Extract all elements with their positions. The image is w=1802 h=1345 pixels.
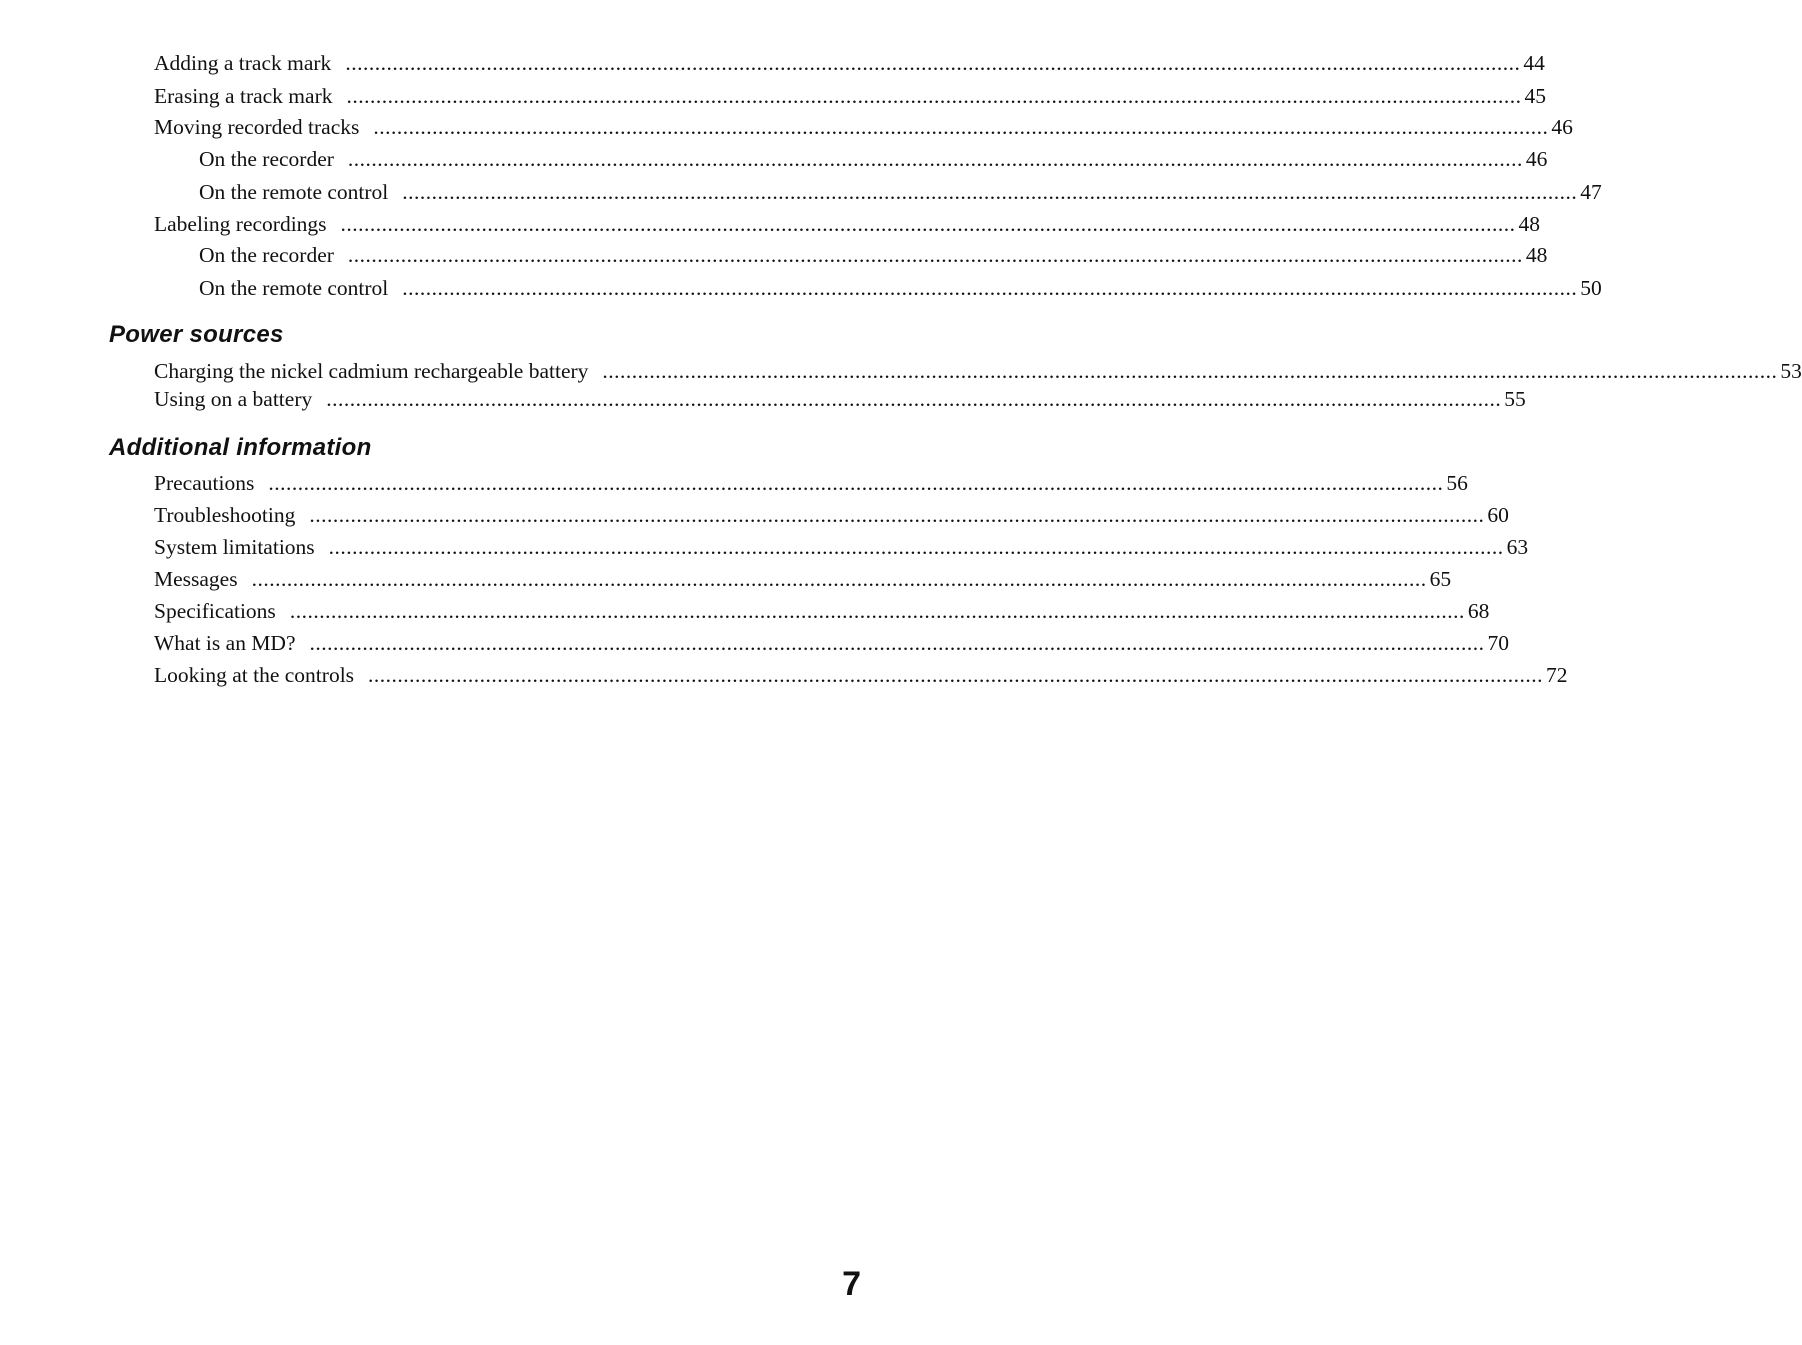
toc-entry-label: On the recorder [199, 147, 334, 171]
toc-entry-page: 72 [1546, 663, 1568, 687]
toc-entry-page: 48 [1525, 243, 1548, 267]
toc-entry-label: On the remote control [199, 180, 389, 204]
toc-entry-page: 47 [1580, 180, 1602, 204]
toc-dot-leader: ........................................................................................................................................................................................................ [251, 567, 1427, 591]
toc-dot-leader: ........................................................................................................................................................................................................ [345, 51, 1521, 75]
toc-entry-label: Precautions [154, 471, 255, 495]
toc-entry-page: 56 [1446, 471, 1468, 495]
page-number: 7 [842, 1265, 861, 1303]
toc-entry-precautions [154, 470, 1468, 496]
toc-dot-leader: ........................................................................................................................................................................................................ [328, 535, 1504, 559]
toc-entry-what-is-an-md [154, 630, 1510, 656]
toc-entry-label: Labeling recordings [154, 212, 327, 236]
toc-dot-leader: ........................................................................................................................................................................................................ [347, 147, 1523, 171]
toc-entry-page: 55 [1504, 387, 1526, 411]
toc-entry-page: 65 [1429, 567, 1452, 591]
toc-entry-label: Messages [154, 567, 238, 591]
toc-dot-leader: ........................................................................................................................................................................................................ [268, 471, 1444, 495]
toc-entry-label: On the remote control [199, 276, 389, 300]
toc-entry-labeling-recordings [154, 211, 1541, 237]
toc-entry-page: 46 [1551, 115, 1573, 139]
toc-dot-leader: ........................................................................................................................................................................................................ [347, 243, 1523, 267]
toc-entry-page: 60 [1487, 503, 1509, 527]
toc-entry-page: 46 [1525, 147, 1548, 171]
toc-entry-page: 44 [1523, 51, 1545, 75]
toc-dot-leader: ........................................................................................................................................................................................................ [309, 503, 1485, 527]
section-heading-power-sources: Power sources [109, 321, 284, 348]
toc-entry-erasing-track-mark [154, 83, 1546, 109]
section-heading-additional-information: Additional information [109, 434, 372, 461]
toc-entry-system-limitations [154, 534, 1529, 560]
toc-entry-label: On the recorder [199, 243, 334, 267]
toc-entry-page: 70 [1487, 631, 1510, 655]
toc-entry-label: System limitations [154, 535, 315, 559]
toc-subentry-on-the-recorder [199, 146, 1548, 172]
toc-entry-adding-track-mark [154, 50, 1545, 76]
toc-entry-troubleshooting [154, 502, 1509, 528]
toc-entry-using-on-battery [154, 386, 1526, 412]
toc-dot-leader: ........................................................................................................................................................................................................ [289, 599, 1465, 623]
toc-dot-leader: ........................................................................................................................................................................................................ [402, 180, 1578, 204]
toc-dot-leader: ........................................................................................................................................................................................................ [340, 212, 1516, 236]
toc-entry-label: Using on a battery [154, 387, 313, 411]
toc-entry-label: Moving recorded tracks [154, 115, 360, 139]
toc-entry-label: Looking at the controls [154, 663, 355, 687]
toc-entry-label: What is an MD? [154, 631, 296, 655]
toc-dot-leader: ........................................................................................................................................................................................................ [309, 631, 1485, 655]
toc-subentry-on-the-remote-control [199, 179, 1602, 205]
toc-entry-label: Troubleshooting [154, 503, 296, 527]
toc-entry-label: Charging the nickel cadmium rechargeable battery [154, 359, 589, 383]
toc-entry-label: Adding a track mark [154, 51, 332, 75]
toc-entry-label: Erasing a track mark [154, 84, 333, 108]
toc-entry-page: 53 [1780, 359, 1802, 383]
toc-dot-leader: ........................................................................................................................................................................................................ [326, 387, 1502, 411]
toc-entry-charging-battery [154, 358, 1802, 384]
toc-entry-messages [154, 566, 1452, 592]
toc-dot-leader: ........................................................................................................................................................................................................ [602, 359, 1778, 383]
toc-entry-looking-at-controls [154, 662, 1568, 688]
toc-subentry-on-the-recorder [199, 242, 1548, 268]
toc-entry-label: Specifications [154, 599, 276, 623]
toc-dot-leader: ........................................................................................................................................................................................................ [368, 663, 1544, 687]
toc-entry-page: 50 [1580, 276, 1602, 300]
toc-dot-leader: ........................................................................................................................................................................................................ [402, 276, 1578, 300]
toc-entry-page: 45 [1524, 84, 1546, 108]
toc-dot-leader: ........................................................................................................................................................................................................ [346, 84, 1522, 108]
toc-entry-moving-recorded-tracks [154, 114, 1573, 140]
toc-entry-specifications [154, 598, 1490, 624]
toc-dot-leader: ........................................................................................................................................................................................................ [373, 115, 1549, 139]
toc-subentry-on-the-remote-control [199, 275, 1602, 301]
toc-entry-page: 68 [1467, 599, 1490, 623]
toc-entry-page: 48 [1518, 212, 1541, 236]
toc-entry-page: 63 [1506, 535, 1529, 559]
